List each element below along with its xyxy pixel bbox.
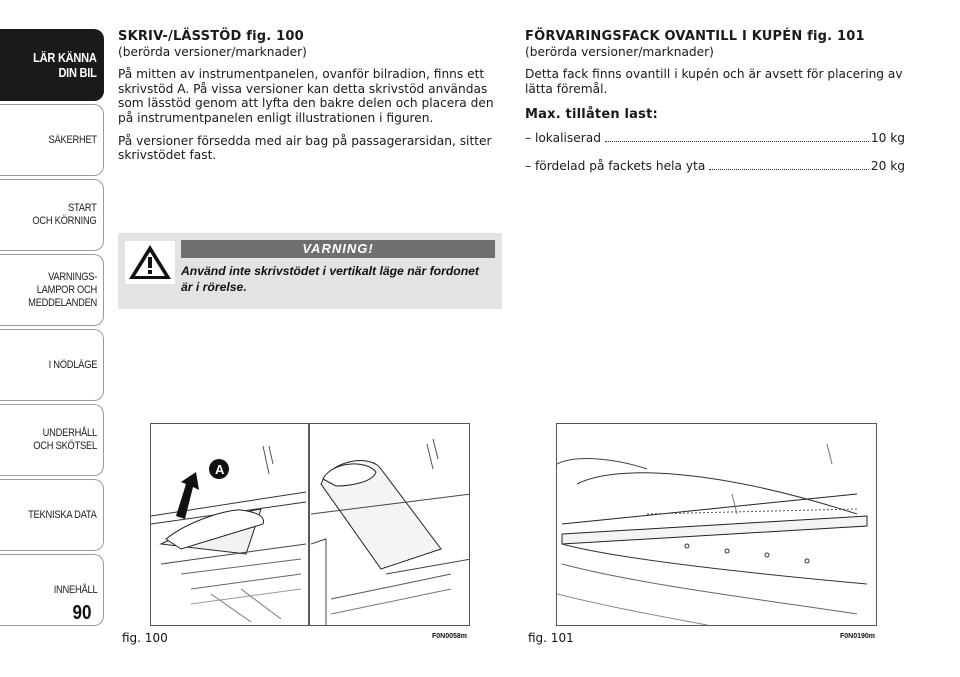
warning-box [118, 233, 502, 309]
tab-label: TEKNISKA DATA [28, 508, 97, 521]
tab-underhall[interactable] [0, 404, 104, 476]
tab-label: INNEHÅLL [53, 583, 97, 596]
chapter-sidebar [0, 0, 104, 677]
tab-label: VARNINGS- LAMPOR OCH MEDDELANDEN [28, 270, 97, 309]
tab-label: UNDERHÅLL OCH SKÖTSEL [33, 427, 97, 452]
section-skrivstod [118, 30, 498, 171]
dot-leader [605, 141, 869, 142]
section-subheading: (berörda versioner/marknader) [525, 44, 714, 59]
load-value: 20 kg [870, 158, 905, 173]
load-row [525, 131, 905, 146]
figure-code: F0N0190m [840, 633, 876, 640]
load-row [525, 159, 905, 174]
figure-code: F0N0058m [432, 633, 468, 640]
section-forvaringsfack [525, 30, 915, 186]
figure-caption: fig. 101 [528, 631, 574, 645]
tab-tekniska-data[interactable] [0, 479, 104, 551]
max-load-label: Max. tillåten last: [525, 107, 658, 123]
load-value: 10 kg [870, 130, 905, 145]
section-subheading: (berörda versioner/marknader) [118, 44, 307, 59]
tab-label: START OCH KÖRNING [32, 202, 97, 227]
tab-lar-kanna-din-bil[interactable] [0, 29, 104, 101]
section-heading: FÖRVARINGSFACK OVANTILL I KUPÉN fig. 101 [525, 29, 865, 44]
warning-title: VARNING! [181, 240, 495, 258]
tab-sakerhet[interactable] [0, 104, 104, 176]
writing-support-illustration [151, 424, 470, 626]
figure-101-overhead-storage [556, 423, 877, 626]
page-number: 90 [72, 602, 92, 624]
warning-triangle-icon [125, 241, 175, 284]
warning-text: Använd inte skrivstödet i vertikalt läge när fordonet är i rörelse. [181, 264, 479, 294]
figure-caption: fig. 100 [122, 631, 168, 645]
load-label: – lokaliserad [525, 130, 601, 145]
paragraph: På mitten av instrumentpanelen, ovanför bilradion, finns ett skrivstöd A. På vissa versioner kan detta skrivstöd användas som lässtöd genom att lyfta den bakre delen och placera den på instrumentpanelen enligt illustrationen i figuren. [118, 67, 494, 125]
section-heading: SKRIV-/LÄSSTÖD fig. 100 [118, 29, 304, 44]
tab-varningslampor[interactable] [0, 254, 104, 326]
tab-i-nodlage[interactable] [0, 329, 104, 401]
tab-label: I NÖDLÄGE [48, 358, 97, 371]
tab-start-och-korning[interactable] [0, 179, 104, 251]
marker-a: A [215, 462, 225, 477]
dot-leader [709, 169, 869, 170]
tab-label: SÄKERHET [48, 133, 97, 146]
tab-label: LÄR KÄNNA DIN BIL [33, 50, 97, 80]
figure-100-writing-support [150, 423, 470, 626]
load-label: – fördelad på fackets hela yta [525, 158, 706, 173]
paragraph: På versioner försedda med air bag på passagerarsidan, sitter skrivstödet fast. [118, 133, 492, 163]
paragraph: Detta fack finns ovantill i kupén och är avsett för placering av lätta föremål. [525, 67, 903, 96]
overhead-storage-illustration [557, 424, 877, 626]
